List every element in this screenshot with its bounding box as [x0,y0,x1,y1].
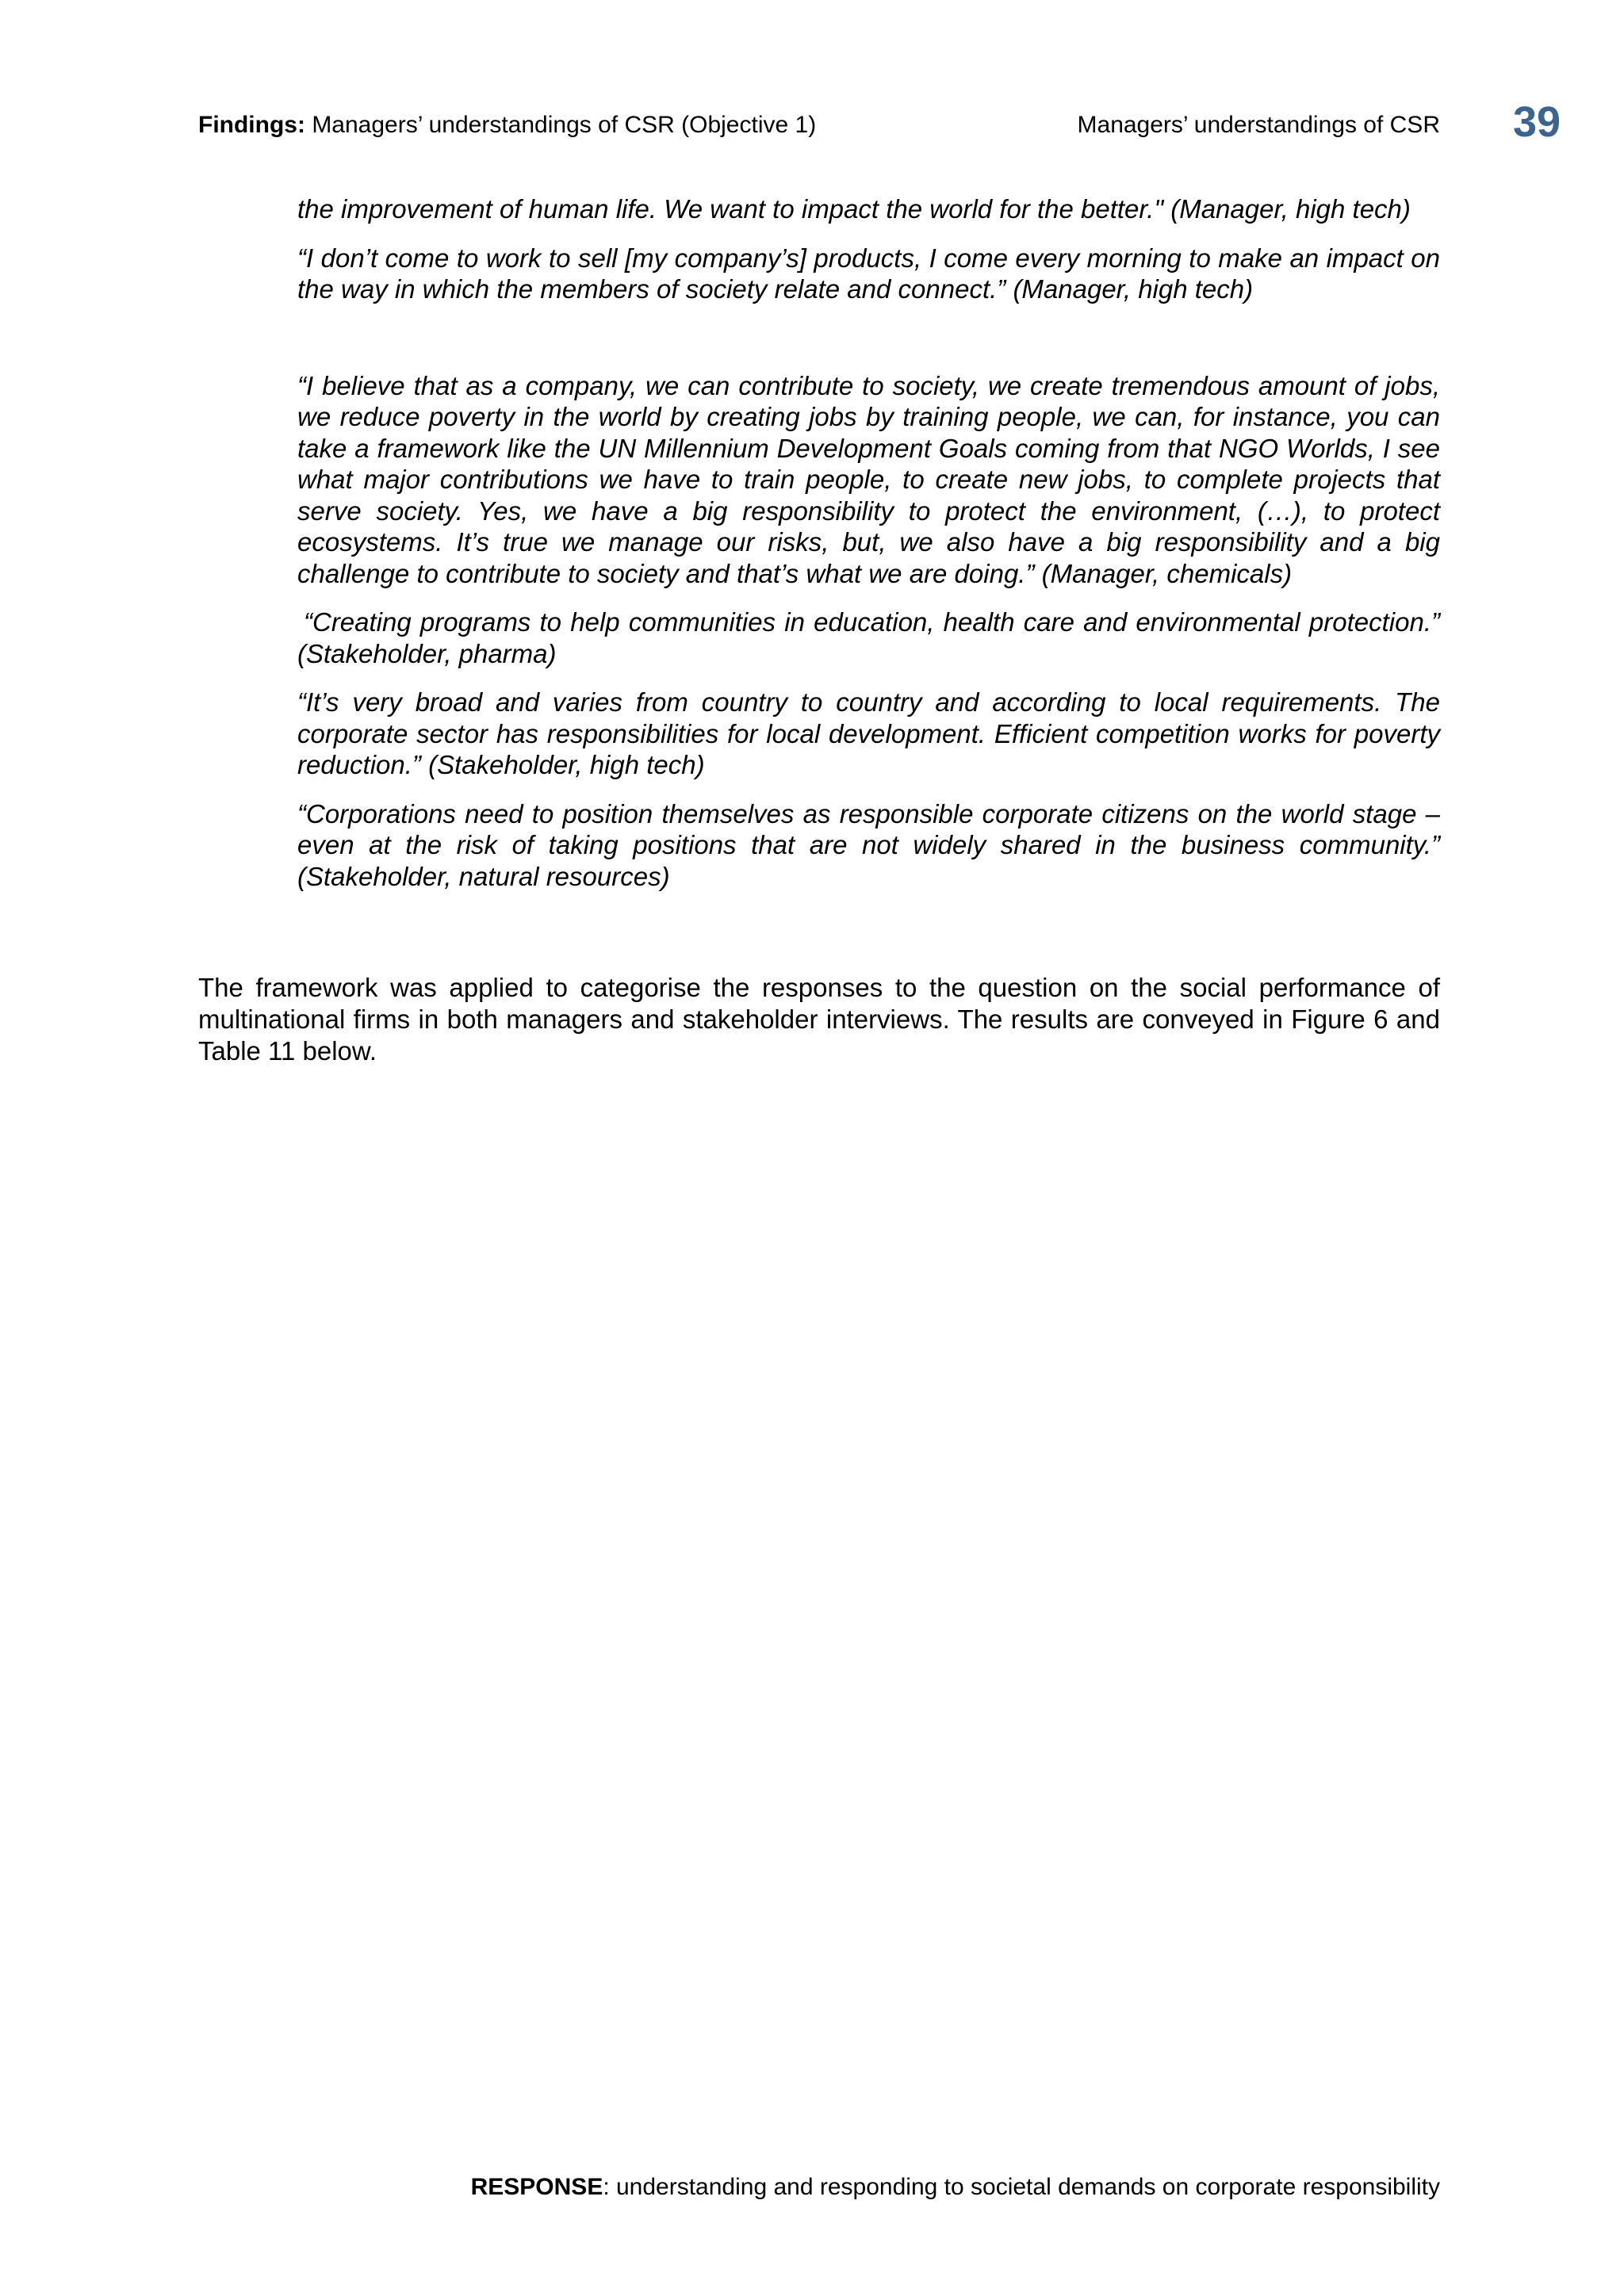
quote-3: “I believe that as a company, we can contribute to society, we create tremendous amount of jobs, we reduce poverty in the world by creating jobs by training people, we can, for instance, you can take a framework like the UN Millennium Development Goals coming from that NGO Worlds, I see what major contributions we have to train people, to create new jobs, to complete projects that serve society. Yes, we have a big responsibility to protect the environment, (…), to protect ecosystems. It’s true we manage our risks, but, we also have a big responsibility and a big challenge to contribute to society and that’s what we are doing.” (Manager, chemicals) [297,370,1440,588]
quote-1: the improvement of human life. We want to impact the world for the better." (Manager, high tech) [297,194,1411,224]
quote-block [297,193,1440,909]
header-section-title: Managers’ understandings of CSR (Objective 1) [304,112,817,138]
quote-6: “Corporations need to position themselves as responsible corporate citizens on the world stage – even at the risk of taking positions that are not widely shared in the business community.” (Stakeholder, natural resources) [297,798,1440,891]
running-footer [471,2173,1440,2202]
quote-4: “Creating programs to help communities in education, health care and environmental protection.” (Stakeholder, pharma) [297,607,1440,668]
running-header-left [198,111,816,140]
quote-2: “I don’t come to work to sell [my company’s] products, I come every morning to make an impact on the way in which the members of society relate and connect.” (Manager, high tech) [297,243,1440,304]
page-number: 39 [1513,98,1561,146]
footer-label: RESPONSE [470,2174,603,2200]
running-header-right: Managers’ understandings of CSR [1077,112,1440,138]
header-section-label: Findings: [198,112,305,138]
body-paragraph: The framework was applied to categorise the responses to the question on the social performance of multinational firms in both managers and stakeholder interviews. The results are conveyed in Figure 6 and Table 11 below. [198,973,1440,1066]
footer-text: : understanding and responding to societal demands on corporate responsibility [603,2174,1440,2200]
quote-5: “It’s very broad and varies from country to country and according to local requirements. The corporate sector has responsibilities for local development. Efficient competition works for poverty reduction.” (Stakeholder, high tech) [297,687,1440,779]
